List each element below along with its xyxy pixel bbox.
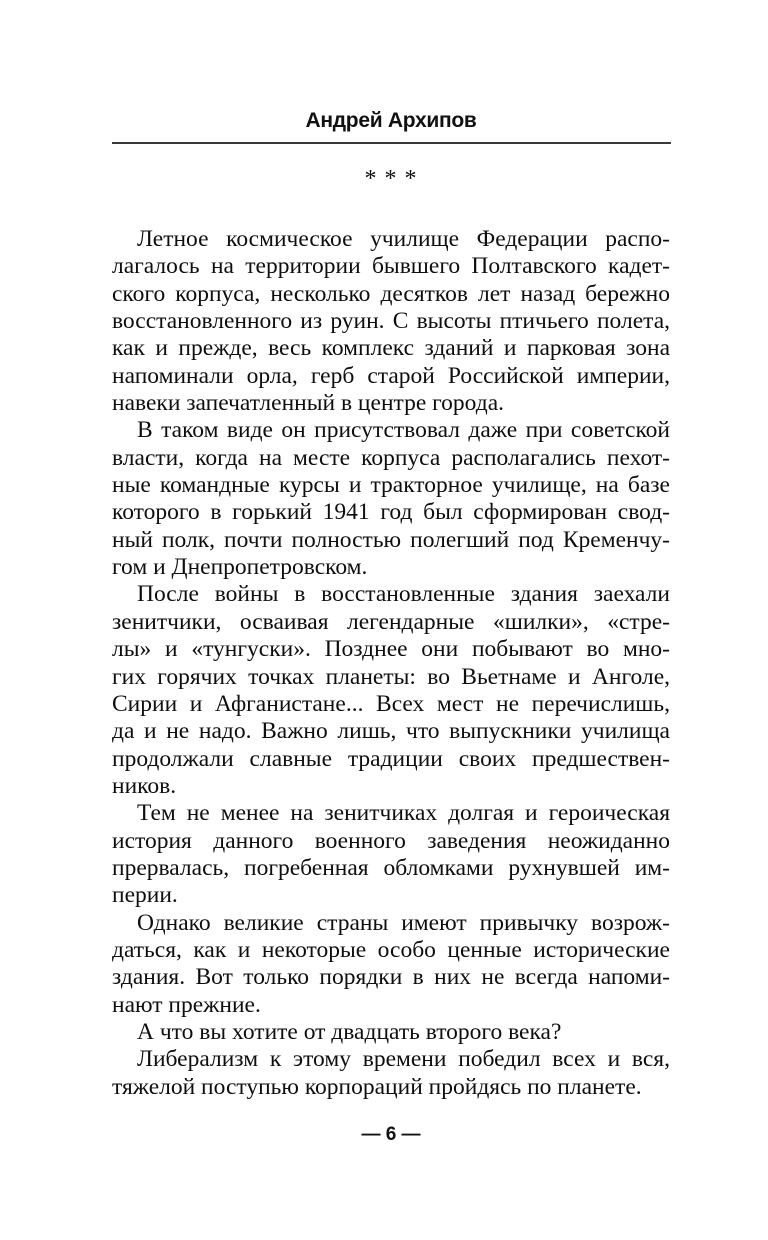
text-line: тяжелой поступью корпораций пройдясь по планете. [112, 1073, 642, 1100]
text-line: как и прежде, весь комплекс зданий и парковая зона [112, 335, 670, 362]
body-text [112, 226, 670, 1101]
text-line: перии. [112, 882, 178, 909]
text-line: ского корпуса, несколько десятков лет назад бережно [112, 280, 670, 307]
text-line: ников. [112, 772, 177, 799]
text-line: Либерализм к этому времени победил всех и вся, [137, 1046, 670, 1073]
text-line: Сирии и Афганистане... Всех мест не перечислишь, [112, 690, 670, 717]
text-line: Летное космическое училище Федерации распо- [137, 226, 670, 252]
page-header-author: Андрей Архипов [305, 109, 477, 132]
paragraph [112, 1046, 670, 1101]
text-line: продолжали славные традиции своих предшествен- [112, 745, 670, 772]
text-line: которого в горький 1941 год был сформирован свод- [112, 499, 670, 526]
text-line: зенитчики, осваивая легендарные «шилки», «стре- [112, 608, 670, 635]
text-line: история данного военного заведения неожиданно [112, 827, 670, 854]
text-line: прервалась, погребенная обломками рухнувшей им- [112, 854, 670, 881]
text-line: лагалось на территории бывшего Полтавского кадет- [112, 253, 670, 280]
text-line: напоминали орла, герб старой Российской империи, [112, 362, 670, 389]
text-line: ные командные курсы и тракторное училище, на базе [112, 472, 670, 499]
text-line: гих горячих точках планеты: во Вьетнаме и Анголе, [112, 663, 670, 690]
text-line: да и не надо. Важно лишь, что выпускники училища [112, 718, 670, 745]
text-line: нают прежние. [112, 991, 261, 1018]
paragraph [112, 226, 670, 417]
text-line: Тем не менее на зенитчиках долгая и героическая [137, 800, 670, 827]
header-rule [112, 142, 671, 144]
text-line: восстановленного из руин. С высоты птичьего полета, [112, 308, 670, 335]
text-line: А что вы хотите от двадцать второго века? [137, 1018, 562, 1045]
paragraph [112, 800, 670, 909]
text-line: навеки запечатленный в центре города. [112, 390, 505, 417]
paragraph [112, 1019, 670, 1046]
text-line: В таком виде он присутствовал даже при советской [137, 417, 670, 444]
section-separator: * * * [364, 166, 418, 192]
text-line: гом и Днепропетровском. [112, 554, 368, 581]
paragraph [112, 417, 670, 581]
paragraph [112, 581, 670, 800]
paragraph [112, 910, 670, 1019]
text-line: лы» и «тунгуски». Позднее они побывают во мно- [112, 636, 670, 663]
page-number: — 6 — [361, 1124, 421, 1145]
text-line: ный полк, почти полностью полегший под Кременчу- [112, 526, 670, 553]
text-line: После войны в восстановленные здания заехали [137, 581, 670, 608]
text-line: власти, когда на месте корпуса располагались пехот- [112, 444, 670, 471]
text-line: Однако великие страны имеют привычку возрож- [137, 909, 670, 936]
text-line: здания. Вот только порядки в них не всегда напоми- [112, 964, 670, 991]
text-line: даться, как и некоторые особо ценные исторические [112, 936, 670, 963]
